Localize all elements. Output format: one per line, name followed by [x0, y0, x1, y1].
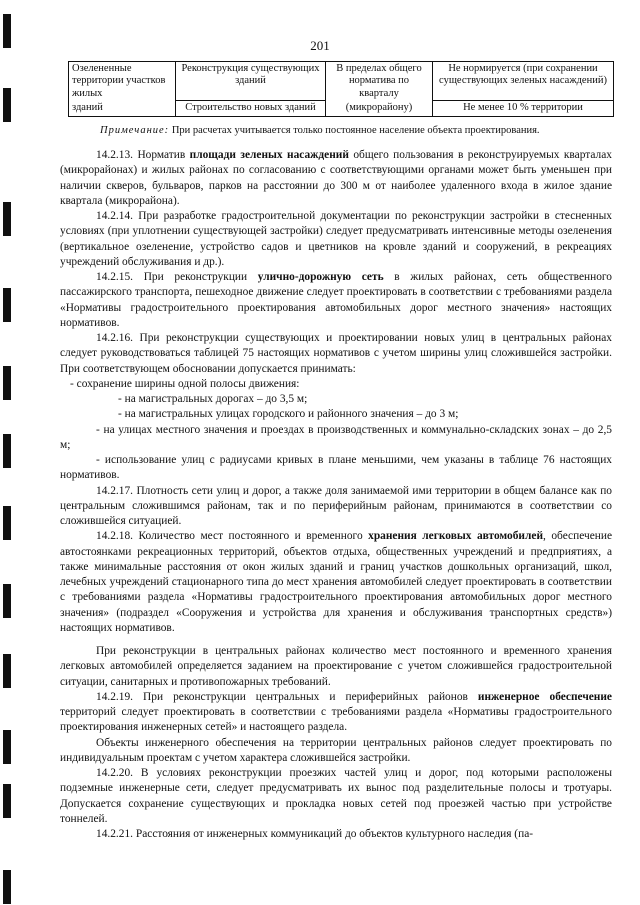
document-body	[60, 148, 612, 842]
paragraph-text: 14.2.19. При реконструкции центральных и периферийных районов	[96, 690, 478, 703]
scan-mark	[3, 434, 11, 468]
green-areas-table	[68, 61, 614, 117]
paragraph-text: - на улицах местного значения и проездах в производственных и коммунально-складских зонах – до 2,5 м;	[60, 423, 612, 451]
scan-mark	[3, 784, 11, 818]
paragraph	[60, 827, 612, 842]
paragraph-text: 14.2.21. Расстояния от инженерных коммуникаций до объектов культурного наследия (па-	[96, 828, 534, 840]
paragraph-text: 14.2.13. Норматив	[96, 149, 190, 161]
bold-term: площади зеленых насаждений	[189, 149, 349, 161]
paragraph-text: 14.2.18. Количество мест постоянного и временного	[96, 530, 369, 543]
paragraph	[60, 529, 612, 636]
page-number: 201	[310, 38, 330, 53]
paragraph	[60, 484, 612, 530]
scan-margin-marks	[0, 0, 14, 905]
paragraph-text: в жилых районах, сеть общественного пассажирского транспорта, пешеходное движение следует проектировать в соответствии с требованиями раздела «Нормативы градостроительного проектирования автомобильных дорог местного значения» настоящих нормативов.	[60, 271, 612, 329]
table-cell: (микрорайону)	[326, 101, 433, 116]
paragraph	[60, 331, 612, 377]
paragraph-text: общего пользования в реконструируемых кварталах (микрорайонах) и жилых районах по согласованию с соответствующими органами может быть уменьшен при наличии скверов, бульваров, парков на расстоянии до 300 м от наиболее удаленного входа в жилое здание квартала (микрорайона).	[60, 149, 612, 207]
paragraph	[60, 644, 612, 690]
paragraph	[60, 736, 612, 767]
paragraph-text: - использование улиц с радиусами кривых в плане меньшими, чем указаны в таблице 76 настоящих нормативов.	[60, 454, 612, 482]
table-cell: В пределах общего норматива по кварталу	[326, 62, 433, 101]
paragraph	[60, 453, 612, 484]
bold-term: улично-дорожную сеть	[257, 271, 384, 283]
scan-mark	[3, 288, 11, 322]
paragraph	[60, 377, 612, 392]
bold-term: хранения легковых автомобилей	[368, 530, 544, 543]
paragraph	[60, 766, 612, 827]
paragraph-text: Объекты инженерного обеспечения на территории центральных районов следует проектировать по индивидуальным проектам с учетом характера сложившейся застройки.	[60, 736, 612, 764]
note-text: При расчетах учитывается только постоянное население объекта проектирования.	[171, 125, 540, 136]
paragraph-text: При реконструкции в центральных районах количество мест постоянного и временного хранения легковых автомобилей определяется заданием на проектирование с учетом сложившейся градостроительной ситуации, санитарных и противопожарных требований.	[60, 645, 612, 688]
table-cell: Не менее 10 % территории	[433, 101, 614, 116]
table-cell: Озелененные территории участков жилых	[69, 62, 176, 101]
table-cell: зданий	[69, 101, 176, 116]
table-cell: Не нормируется (при сохранении существующих зеленых насаждений)	[433, 62, 614, 101]
paragraph	[60, 690, 612, 736]
paragraph-text: 14.2.16. При реконструкции существующих и проектировании новых улиц в центральных районах следует руководствоваться таблицей 75 настоящих нормативов с учетом ширины улиц сложившейся застройки. При соответствующем обосновании допускается принимать:	[60, 332, 612, 375]
table-cell: Строительство новых зданий	[176, 101, 326, 116]
scan-mark	[3, 730, 11, 764]
scan-mark	[3, 88, 11, 122]
paragraph	[60, 407, 612, 422]
paragraph-text: - сохранение ширины одной полосы движения:	[70, 377, 300, 390]
table-cell: Реконструкция существующих зданий	[176, 62, 326, 101]
note-label: Примечание:	[100, 125, 170, 136]
paragraph	[60, 423, 612, 454]
paragraph-text: территорий следует проектировать в соответствии с требованиями раздела «Нормативы градостроительного проектирования инженерных сетей» и настоящего раздела.	[60, 706, 612, 734]
paragraph	[60, 148, 612, 209]
scan-mark	[3, 506, 11, 540]
table-row	[69, 101, 614, 116]
paragraph	[60, 392, 612, 407]
scan-mark	[3, 202, 11, 236]
paragraph-text: , обеспечение автостоянками рекреационных территорий, объектов отдыха, общественных учреждений и предприятиях, а также минимальные расстояния от окон жилых зданий и границ участков дошкольных организаций, школ, лечебных учреждений стационарного типа до мест хранения автомобилей следует проектировать в соответствии с требованиями раздела «Нормативы градостроительного проектирования автомобильных дорог местного значения» (подраздел «Сооружения и устройства для хранения и обслуживания транспортных средств») настоящих нормативов.	[60, 530, 612, 634]
paragraph-text: - на магистральных дорогах – до 3,5 м;	[118, 393, 308, 405]
paragraph-text: 14.2.20. В условиях реконструкции проезжих частей улиц и дорог, под которыми расположены подземные инженерные сети, следует предусматривать их вынос под разделительные полосы и тротуары. Допускается сохранение существующих и прокладка новых сетей под проезжей частью при устройстве тоннелей.	[60, 767, 612, 825]
scan-mark	[3, 366, 11, 400]
scan-mark	[3, 584, 11, 618]
bold-term: инженерное обеспечение	[477, 690, 612, 703]
paragraph-text: 14.2.17. Плотность сети улиц и дорог, а также доля занимаемой ими территории в общем балансе как по центральным сложившимся районам, так и по периферийным районам, принимаются в соответствии со сложившейся ситуацией.	[60, 484, 612, 527]
table-note	[100, 125, 540, 136]
paragraph-text: - на магистральных улицах городского и районного значения – до 3 м;	[118, 408, 459, 421]
paragraph	[60, 270, 612, 331]
paragraph	[60, 209, 612, 270]
paragraph-text: 14.2.14. При разработке градостроительной документации по реконструкции застройки в стесненных условиях (при уплотнении существующей застройки) следует предусматривать интенсивные методы озеленения (вертикальное озеленение, устройство садов и цветников на кровле зданий и сооружений, в рекреациях учреждений обслуживания и др.).	[60, 210, 612, 268]
scan-mark	[3, 654, 11, 688]
paragraph-text: 14.2.15. При реконструкции	[96, 271, 258, 283]
scan-mark	[3, 870, 11, 904]
table-row	[69, 62, 614, 101]
